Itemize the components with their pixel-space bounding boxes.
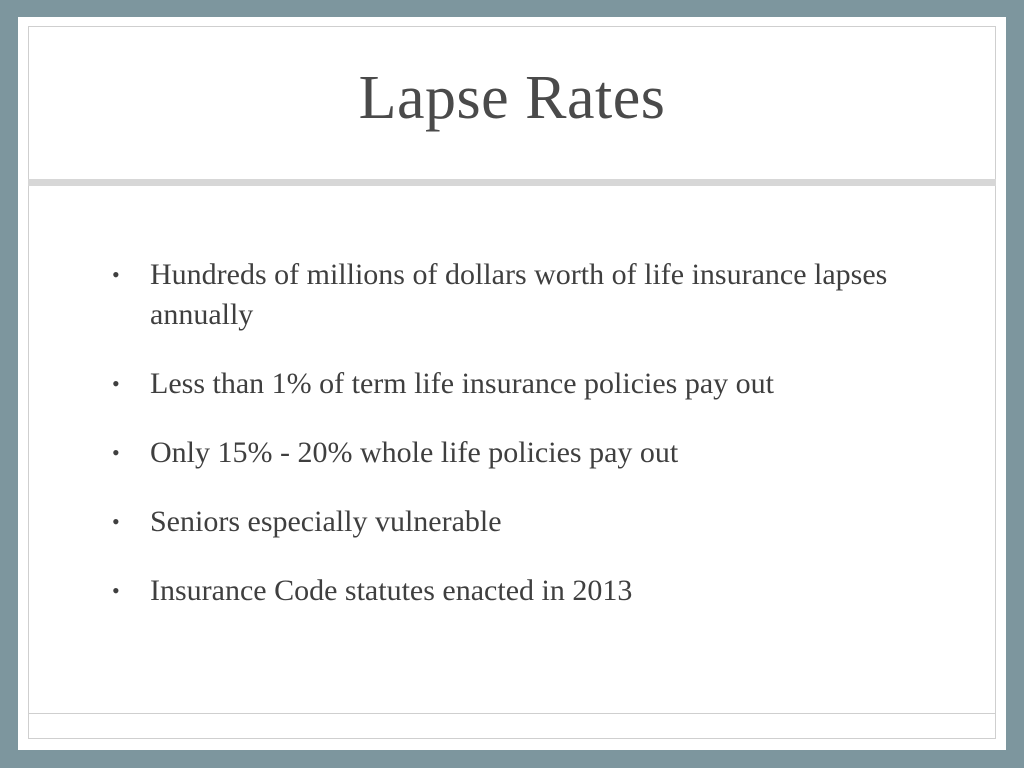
title-area — [28, 26, 996, 181]
bullet-item — [104, 502, 964, 542]
bullet-text: Hundreds of millions of dollars worth of life insurance lapses annually — [150, 258, 888, 331]
bullet-item — [104, 364, 964, 404]
footer-divider — [28, 713, 996, 714]
bullet-dot-icon: • — [112, 262, 120, 287]
bullet-text: Insurance Code statutes enacted in 2013 — [150, 574, 633, 607]
slide — [18, 17, 1006, 750]
title-divider — [28, 179, 996, 186]
bullet-item — [104, 571, 964, 611]
bullet-dot-icon: • — [112, 578, 120, 603]
bullet-list — [104, 255, 964, 640]
bullet-dot-icon: • — [112, 509, 120, 534]
bullet-text: Seniors especially vulnerable — [150, 505, 502, 538]
bullet-dot-icon: • — [112, 440, 120, 465]
bullet-text: Less than 1% of term life insurance policies pay out — [150, 367, 774, 400]
bullet-text: Only 15% - 20% whole life policies pay out — [150, 436, 679, 469]
bullet-item — [104, 433, 964, 473]
bullet-item — [104, 255, 964, 335]
bullet-dot-icon: • — [112, 371, 120, 396]
slide-title: Lapse Rates — [358, 64, 666, 132]
